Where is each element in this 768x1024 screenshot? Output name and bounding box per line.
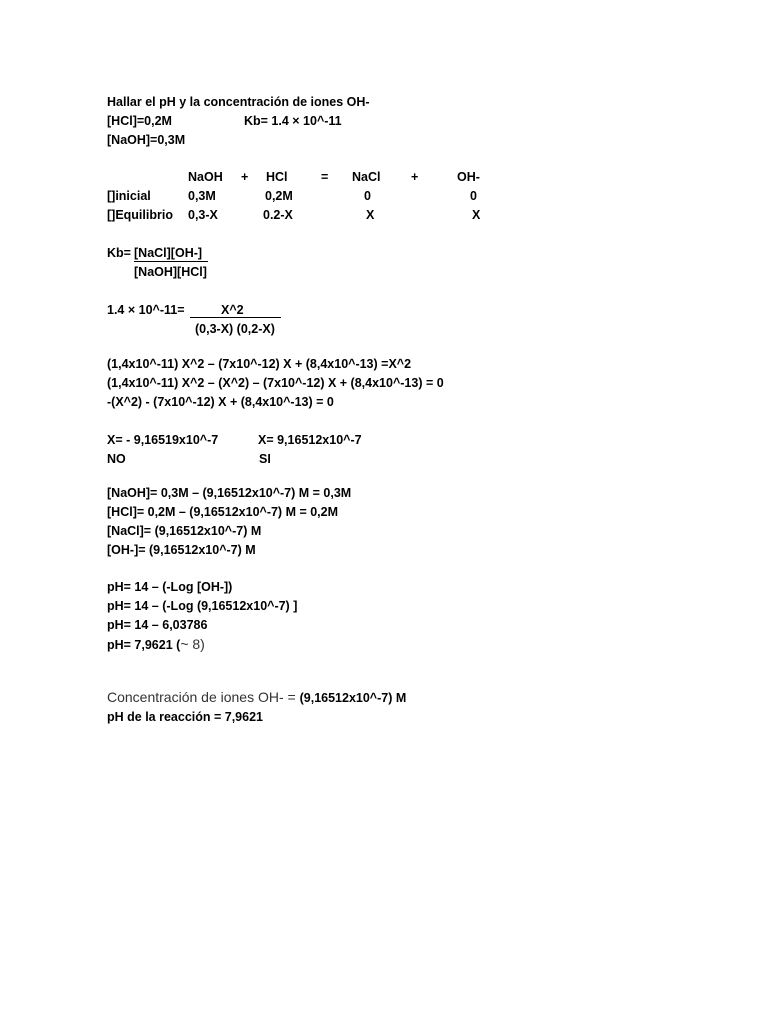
table-row-label-equilibrium: []Equilibrio: [107, 208, 173, 222]
fraction-bar: [190, 317, 281, 318]
fraction-bar: [134, 261, 208, 262]
table-cell: 0,3-X: [188, 208, 218, 222]
kb-expression-lhs: Kb=: [107, 246, 131, 260]
table-cell: X: [366, 208, 375, 222]
ph-step: pH= 14 – (-Log [OH-]): [107, 580, 233, 594]
kb-expression-numerator: [NaCl][OH-]: [134, 246, 203, 260]
root-negative-verdict: NO: [107, 452, 126, 466]
table-header-equals: =: [321, 170, 329, 184]
table-cell: 0: [470, 189, 477, 203]
root-positive: X= 9,16512x10^-7: [258, 433, 362, 447]
table-cell: 0,3M: [188, 189, 216, 203]
root-negative: X= - 9,16519x10^-7: [107, 433, 219, 447]
table-header-hcl: HCl: [266, 170, 288, 184]
kb-expression-denominator: [NaOH][HCl]: [134, 265, 207, 279]
given-naoh: [NaOH]=0,3M: [107, 133, 186, 147]
given-kb: Kb= 1.4 × 10^-11: [244, 114, 342, 128]
table-cell: 0,2M: [265, 189, 293, 203]
algebra-step: (1,4x10^-11) X^2 – (X^2) – (7x10^-12) X + (8,4x10^-13) = 0: [107, 376, 444, 390]
kb-equation-lhs: 1.4 × 10^-11=: [107, 303, 185, 317]
table-cell: X: [472, 208, 481, 222]
concentration-line: [NaOH]= 0,3M – (9,16512x10^-7) M = 0,3M: [107, 486, 352, 500]
kb-equation-numerator: X^2: [221, 303, 244, 317]
table-cell: 0: [364, 189, 371, 203]
algebra-step: (1,4x10^-11) X^2 – (7x10^-12) X + (8,4x10^-13) =X^2: [107, 357, 412, 371]
concentration-line: [NaCl]= (9,16512x10^-7) M: [107, 524, 262, 538]
table-header-oh: OH-: [457, 170, 480, 184]
table-header-plus-1: +: [241, 170, 249, 184]
ph-step: pH= 14 – (-Log (9,16512x10^-7) ]: [107, 599, 298, 613]
root-positive-verdict: SI: [259, 452, 271, 466]
ph-final-approx: ~ 8): [180, 636, 205, 652]
algebra-step: -(X^2) - (7x10^-12) X + (8,4x10^-13) = 0: [107, 395, 334, 409]
table-header-nacl: NaCl: [352, 170, 381, 184]
ph-step: pH= 14 – 6,03786: [107, 618, 208, 632]
result-ph-line: pH de la reacción = 7,9621: [107, 710, 263, 724]
document-title: Hallar el pH y la concentración de iones OH-: [107, 95, 370, 109]
result-oh-label: Concentración de iones OH- =: [107, 689, 300, 705]
table-header-naoh: NaOH: [188, 170, 223, 184]
table-row-label-initial: []inicial: [107, 189, 151, 203]
concentration-line: [HCl]= 0,2M – (9,16512x10^-7) M = 0,2M: [107, 505, 339, 519]
result-oh-line: [107, 688, 406, 708]
table-header-plus-2: +: [411, 170, 419, 184]
kb-equation-denominator: (0,3-X) (0,2-X): [195, 322, 275, 336]
table-cell: 0.2-X: [263, 208, 293, 222]
concentration-line: [OH-]= (9,16512x10^-7) M: [107, 543, 256, 557]
given-hcl: [HCl]=0,2M: [107, 114, 172, 128]
ph-final: [107, 635, 205, 655]
ph-final-value: pH= 7,9621 (: [107, 638, 181, 652]
result-oh-value: (9,16512x10^-7) M: [299, 691, 407, 705]
